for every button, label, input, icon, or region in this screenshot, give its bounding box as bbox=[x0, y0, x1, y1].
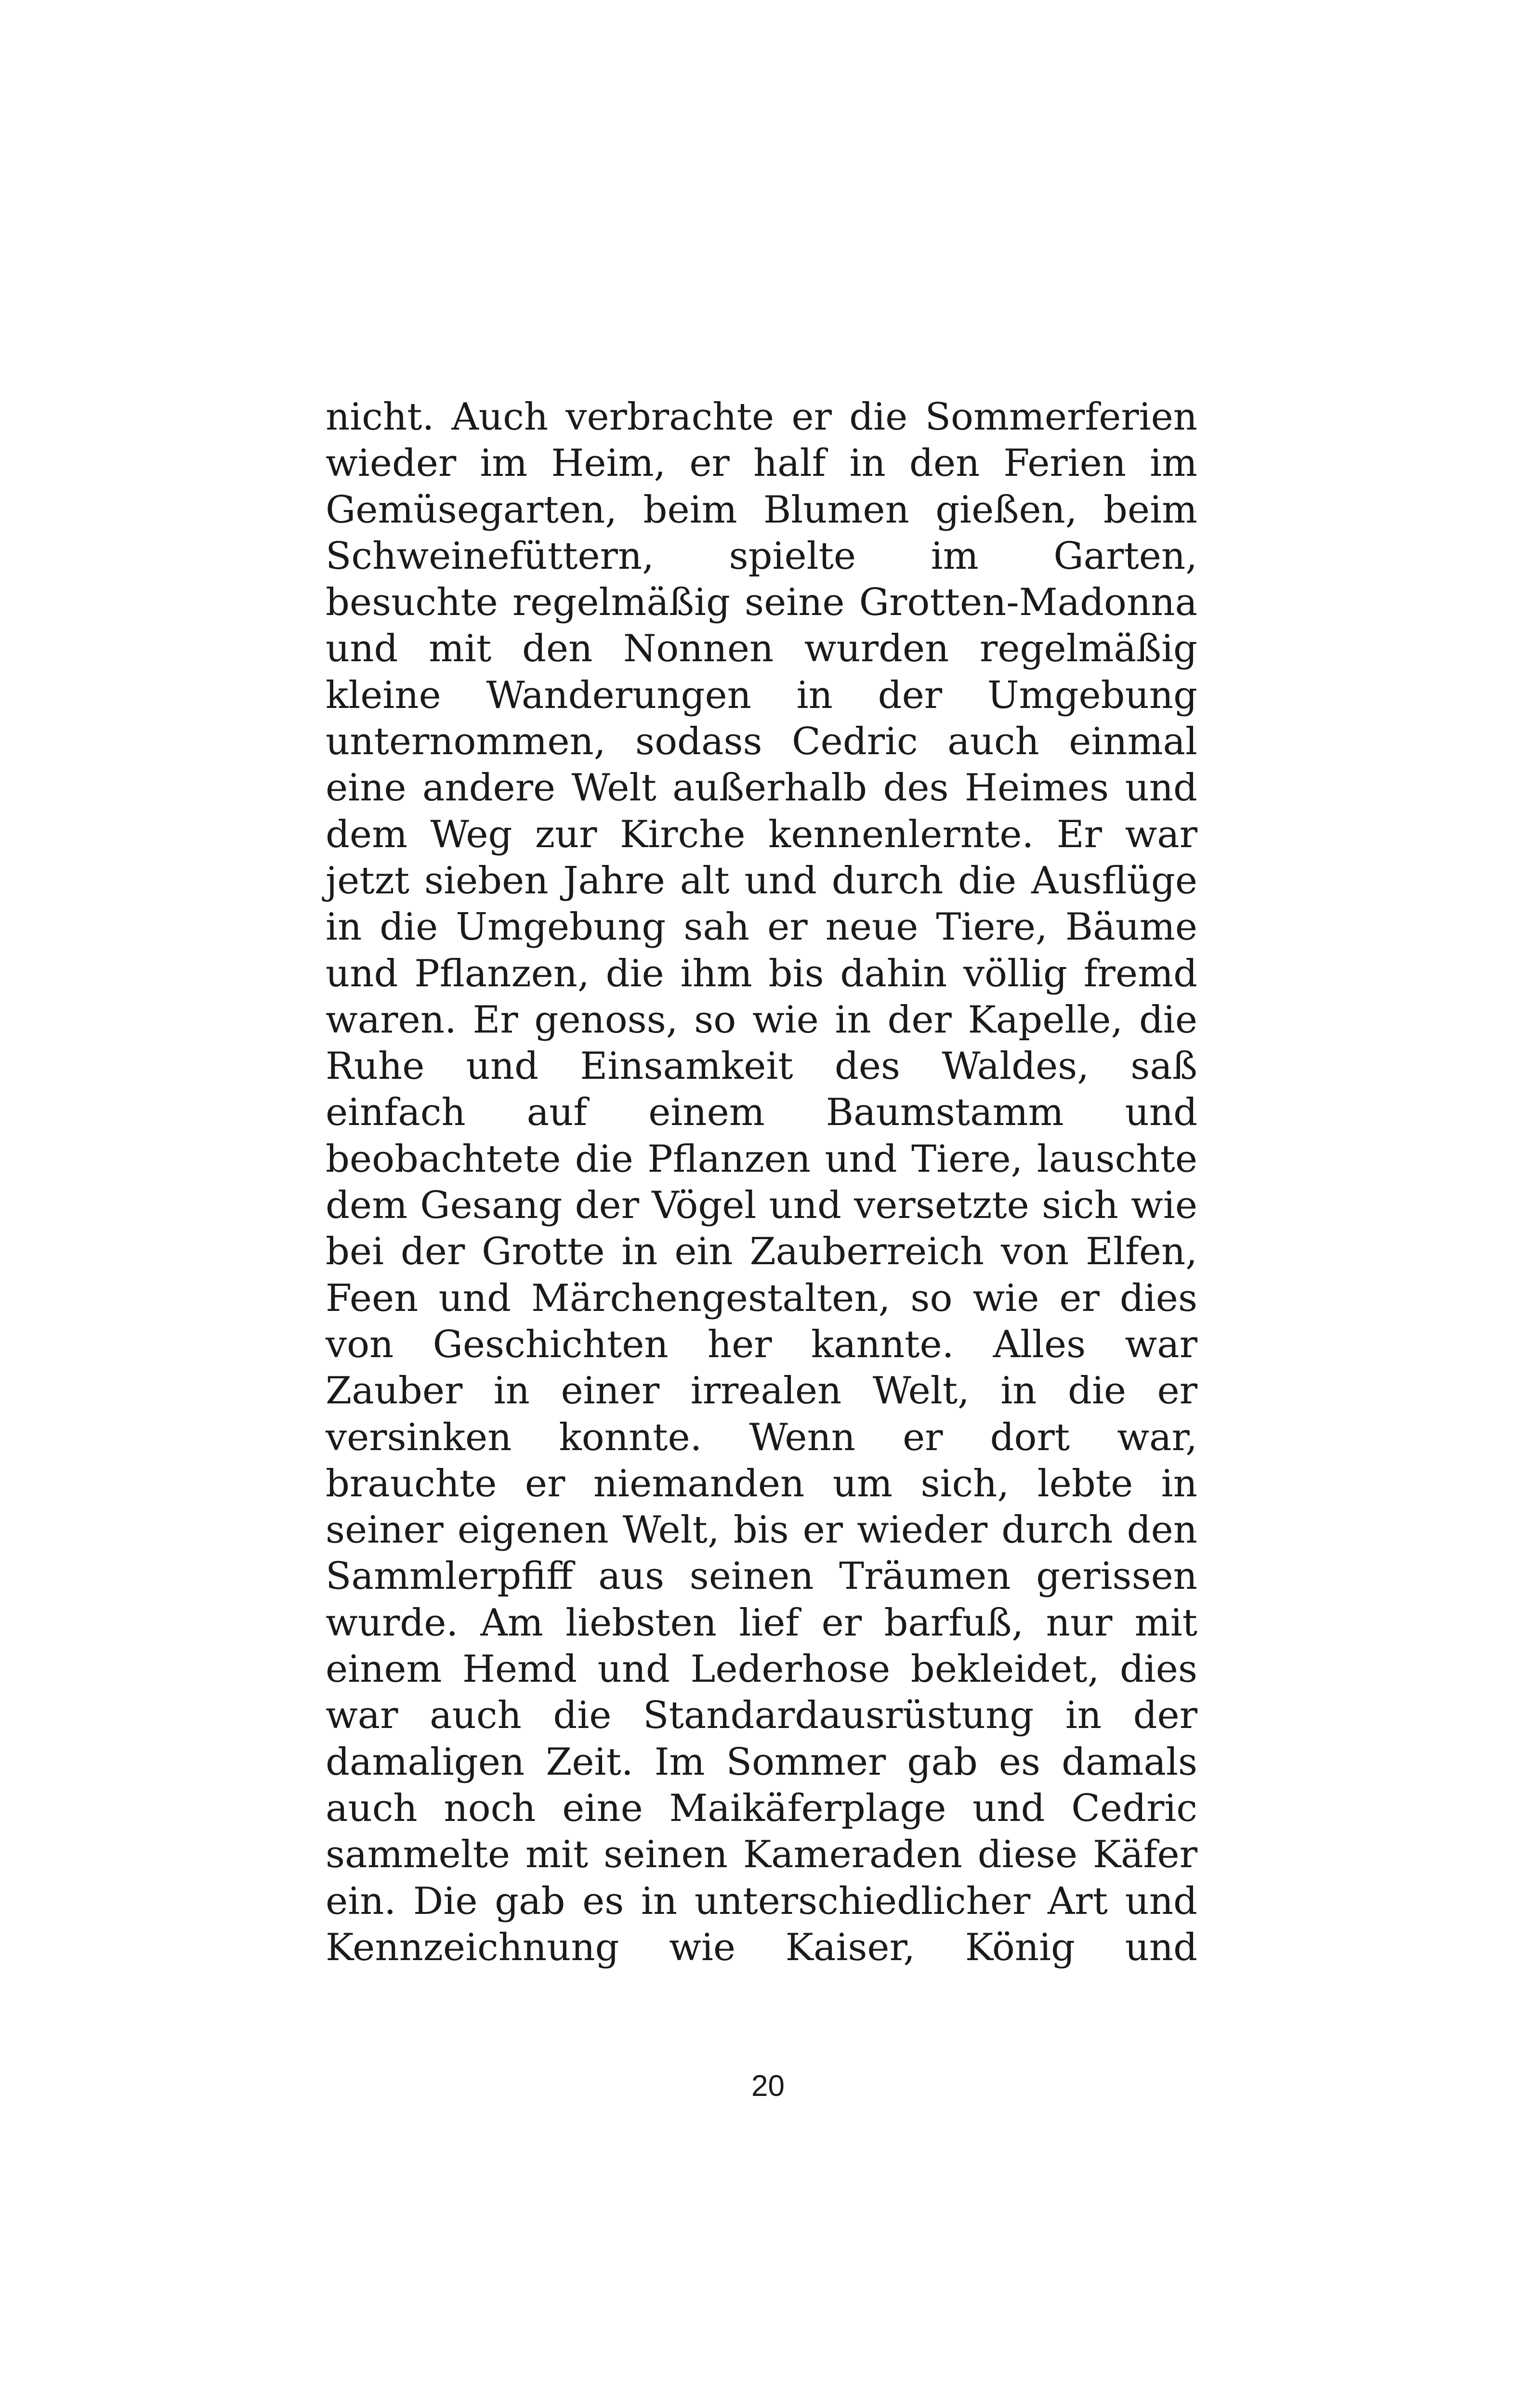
text-line: eine andere Welt außerhalb des Heimes und bbox=[326, 766, 1197, 810]
text-line: versinken konnte. Wenn er dort war, bbox=[326, 1415, 1197, 1459]
text-line: war auch die Standardausrüstung in der bbox=[326, 1694, 1197, 1738]
text-line: dem Weg zur Kirche kennenlernte. Er war bbox=[326, 812, 1197, 856]
text-line: sammelte mit seinen Kameraden diese Käfer bbox=[326, 1833, 1197, 1877]
text-line: in die Umgebung sah er neue Tiere, Bäume bbox=[326, 905, 1197, 949]
text-line: unternommen, sodass Cedric auch einmal bbox=[326, 720, 1197, 764]
text-line: ein. Die gab es in unterschiedlicher Art und bbox=[326, 1879, 1197, 1923]
text-line: dem Gesang der Vögel und versetzte sich wie bbox=[326, 1184, 1197, 1228]
text-line: einem Hemd und Lederhose bekleidet, dies bbox=[326, 1648, 1197, 1691]
text-line: waren. Er genoss, so wie in der Kapelle, die bbox=[326, 998, 1197, 1042]
text-line: Feen und Märchengestalten, so wie er dies bbox=[326, 1276, 1197, 1320]
text-line: auch noch eine Maikäferplage und Cedric bbox=[326, 1786, 1197, 1830]
text-line: von Geschichten her kannte. Alles war bbox=[326, 1322, 1197, 1366]
text-line: einfach auf einem Baumstamm und bbox=[326, 1091, 1197, 1135]
text-line: Sammlerpfiff aus seinen Träumen gerissen bbox=[326, 1555, 1197, 1598]
text-line: wurde. Am liebsten lief er barfuß, nur mit bbox=[326, 1601, 1197, 1645]
text-line: brauchte er niemanden um sich, lebte in bbox=[326, 1462, 1197, 1505]
text-line: nicht. Auch verbrachte er die Sommerferien bbox=[326, 395, 1197, 439]
text-line: Zauber in einer irrealen Welt, in die er bbox=[326, 1369, 1197, 1413]
text-line: jetzt sieben Jahre alt und durch die Ausflüge bbox=[326, 859, 1197, 903]
text-line: wieder im Heim, er half in den Ferien im bbox=[326, 442, 1197, 485]
text-line: und Pflanzen, die ihm bis dahin völlig fremd bbox=[326, 952, 1197, 995]
text-line: bei der Grotte in ein Zauberreich von Elfen, bbox=[326, 1230, 1197, 1274]
text-line: Ruhe und Einsamkeit des Waldes, saß bbox=[326, 1045, 1197, 1088]
text-line: Gemüsegarten, beim Blumen gießen, beim bbox=[326, 488, 1197, 532]
text-line: Kennzeichnung wie Kaiser, König und bbox=[326, 1925, 1197, 1969]
page-number: 20 bbox=[751, 2069, 785, 2103]
text-line: und mit den Nonnen wurden regelmäßig bbox=[326, 627, 1197, 671]
text-line: seiner eigenen Welt, bis er wieder durch den bbox=[326, 1508, 1197, 1552]
text-line: damaligen Zeit. Im Sommer gab es damals bbox=[326, 1740, 1197, 1784]
text-line: besuchte regelmäßig seine Grotten-Madonna bbox=[326, 581, 1197, 625]
text-line: kleine Wanderungen in der Umgebung bbox=[326, 673, 1197, 717]
text-line: beobachtete die Pflanzen und Tiere, lauschte bbox=[326, 1137, 1197, 1181]
body-text bbox=[326, 394, 1197, 1971]
text-line: Schweinefüttern, spielte im Garten, bbox=[326, 534, 1197, 578]
